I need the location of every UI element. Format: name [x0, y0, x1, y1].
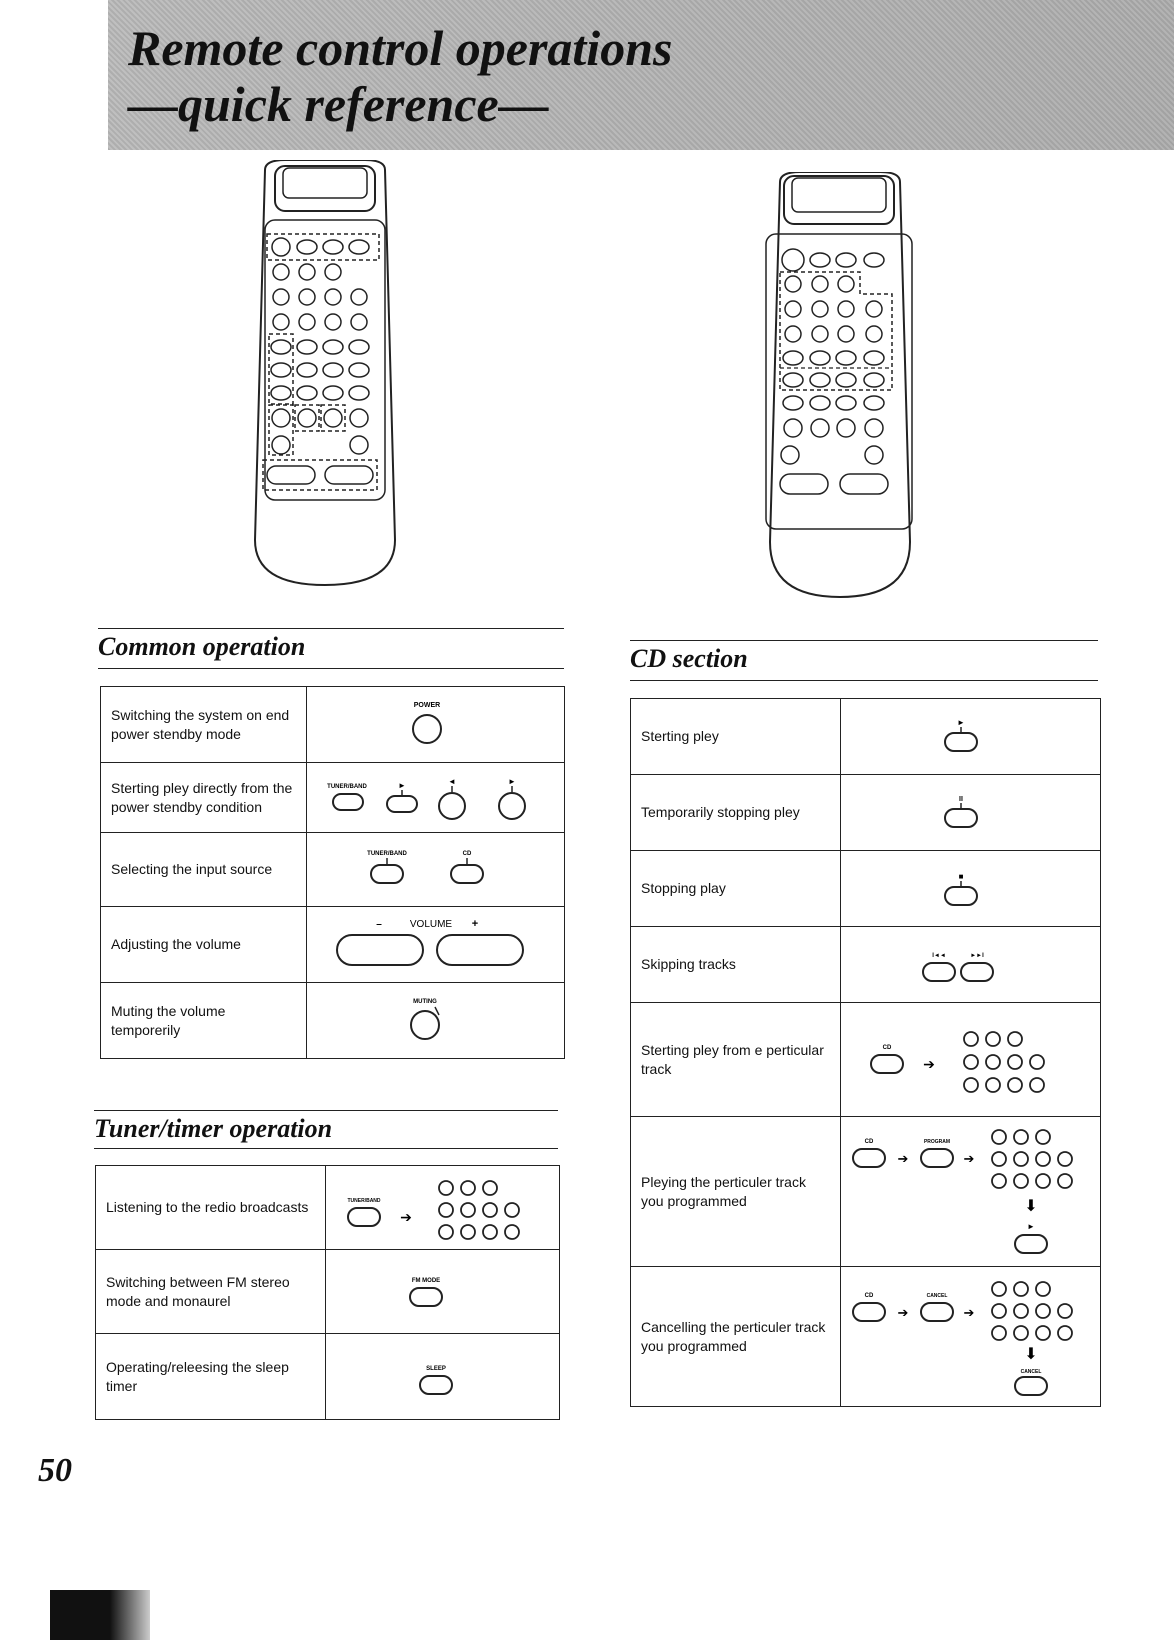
table-row: [631, 1003, 1101, 1117]
play-key-label: ►: [957, 717, 965, 727]
row-label: Skipping tracks: [631, 927, 841, 1003]
sleep-key-diagram: [326, 1336, 558, 1418]
arrow-right-icon: ➔: [400, 1208, 412, 1225]
cancel-key-label: CANCEL: [926, 1292, 948, 1299]
cd-button-icon: [871, 1055, 903, 1073]
tuner-band-key-label: TUNER/BAND: [327, 783, 367, 790]
skip-forward-button-icon: [961, 963, 993, 981]
row-label: Stopping play: [631, 851, 841, 927]
arrow-down-icon: ⬇: [1024, 1197, 1038, 1215]
section-rule-bottom: [94, 1148, 558, 1149]
row-label: Pleying the perticuler track you programmed: [631, 1117, 841, 1267]
volume-keys-diagram: [307, 909, 563, 981]
scan-edge-mark: [50, 1590, 150, 1640]
pause-key-diagram: [841, 777, 1099, 849]
row-label: Adjusting the volume: [101, 907, 307, 983]
row-keys: [307, 983, 565, 1059]
section-title: Common operation: [98, 632, 306, 661]
tuner-band-button-icon: [371, 865, 403, 883]
sleep-button-icon: [420, 1376, 452, 1394]
cd-section: [630, 632, 1100, 692]
remote-illustration-common: [245, 160, 405, 590]
cd-key-label: CD: [882, 1044, 892, 1051]
row-label: Muting the volume temporerily: [101, 983, 307, 1059]
sleep-key-label: SLEEP: [426, 1365, 446, 1372]
reverse-play-button-icon: [439, 793, 465, 819]
row-keys: [841, 927, 1101, 1003]
arrow-down-icon: ⬇: [1024, 1345, 1038, 1363]
row-keys: [326, 1334, 560, 1420]
forward-key-label: ►: [508, 776, 516, 786]
play-key-label: ►: [1027, 1221, 1035, 1231]
table-row: [101, 983, 565, 1059]
numeric-keypad-icon: [964, 1032, 1044, 1092]
row-keys: [841, 1003, 1101, 1117]
cd-key-label: CD: [864, 1292, 874, 1299]
pause-key-label: II: [959, 795, 963, 803]
section-rule-top: [630, 640, 1098, 641]
row-label: Temporarily stopping pley: [631, 775, 841, 851]
tuner-timer-table: [95, 1165, 560, 1420]
section-title: Tuner/timer operation: [94, 1114, 333, 1143]
arrow-right-icon: ➔: [897, 1150, 909, 1166]
page-title: [128, 20, 672, 132]
section-title: CD section: [630, 644, 748, 673]
play-button-icon: [945, 733, 977, 751]
track-select-keys-diagram: [841, 1005, 1099, 1115]
numeric-keypad-icon: [439, 1181, 519, 1239]
stop-key-diagram: [841, 853, 1099, 925]
skip-back-button-icon: [923, 963, 955, 981]
table-row: [101, 833, 565, 907]
common-operation-table: [100, 686, 565, 1059]
row-label: Switching between FM stereo mode and monaurel: [96, 1250, 326, 1334]
row-label: Sterting pley from e perticular track: [631, 1003, 841, 1117]
pause-button-icon: [945, 809, 977, 827]
table-row: [631, 1117, 1101, 1267]
cancel-key-label: CANCEL: [1020, 1368, 1042, 1375]
table-row: [631, 1267, 1101, 1407]
table-row: [631, 699, 1101, 775]
row-keys: [326, 1166, 560, 1250]
title-line-1: Remote control operations: [128, 20, 673, 76]
volume-label: VOLUME: [409, 918, 453, 930]
input-source-keys-diagram: [307, 835, 563, 905]
table-row: [101, 687, 565, 763]
program-cancel-keys-diagram: [841, 1269, 1099, 1405]
arrow-right-icon: ➔: [963, 1150, 975, 1166]
arrow-right-icon: ➔: [923, 1055, 935, 1072]
table-row: [101, 907, 565, 983]
radio-keys-diagram: [326, 1168, 558, 1248]
tuner-band-button-icon: [333, 794, 363, 810]
table-row: [96, 1334, 560, 1420]
page-number: 50: [38, 1452, 72, 1489]
section-rule-top: [98, 628, 564, 629]
tuner-timer-section: [94, 1102, 564, 1172]
title-line-2: —quick reference—: [128, 76, 549, 132]
row-keys: [841, 1267, 1101, 1407]
table-row: [631, 927, 1101, 1003]
play-key-label: ►: [398, 780, 406, 790]
play-button-icon: [1015, 1235, 1047, 1253]
row-keys: [307, 833, 565, 907]
row-keys: [841, 775, 1101, 851]
row-keys: [326, 1250, 560, 1334]
cancel-button-icon: [921, 1303, 953, 1321]
direct-play-keys-diagram: [307, 764, 563, 832]
volume-down-label: –: [376, 918, 382, 930]
volume-up-label: +: [471, 917, 479, 930]
row-label: Switching the system on end power stendby mode: [101, 687, 307, 763]
arrow-right-icon: ➔: [963, 1304, 975, 1320]
volume-down-button-icon: [337, 935, 423, 965]
fm-mode-button-icon: [410, 1288, 442, 1306]
skip-keys-diagram: [841, 929, 1099, 1001]
play-key-diagram: [841, 701, 1099, 773]
stop-button-icon: [945, 887, 977, 905]
muting-key-label: MUTING: [413, 998, 437, 1005]
row-keys: [307, 907, 565, 983]
row-label: Selecting the input source: [101, 833, 307, 907]
skip-back-key-label: I◄◄: [932, 952, 946, 959]
tuner-band-button-icon: [348, 1208, 380, 1226]
power-key-label: POWER: [413, 701, 441, 709]
tuner-band-key-label: TUNER/BAND: [367, 850, 407, 857]
cd-section-table: [630, 698, 1101, 1407]
skip-forward-key-label: ►►I: [970, 952, 984, 959]
row-keys: [307, 687, 565, 763]
play-button-icon: [387, 796, 417, 812]
volume-up-button-icon: [437, 935, 523, 965]
section-rule-bottom: [630, 680, 1098, 681]
row-keys: [841, 851, 1101, 927]
cd-key-label: CD: [864, 1138, 874, 1145]
forward-play-button-icon: [499, 793, 525, 819]
tuner-band-key-label: TUNER/BAND: [347, 1197, 381, 1204]
table-row: [96, 1166, 560, 1250]
fm-mode-key-diagram: [326, 1252, 558, 1332]
power-button-icon: [413, 715, 441, 743]
row-label: Sterting pley: [631, 699, 841, 775]
row-label: Listening to the redio broadcasts: [96, 1166, 326, 1250]
cd-key-label: CD: [462, 850, 472, 857]
arrow-right-icon: ➔: [897, 1304, 909, 1320]
program-key-label: PROGRAM: [923, 1138, 951, 1145]
row-label: Cancelling the perticuler track you programmed: [631, 1267, 841, 1407]
program-play-keys-diagram: [841, 1119, 1099, 1265]
row-keys: [841, 699, 1101, 775]
section-rule-bottom: [98, 668, 564, 669]
cd-button-icon: [451, 865, 483, 883]
table-row: [101, 763, 565, 833]
row-keys: [307, 763, 565, 833]
row-label: Operating/releesing the sleep timer: [96, 1334, 326, 1420]
fm-mode-key-label: FM MODE: [411, 1277, 441, 1284]
row-keys: [841, 1117, 1101, 1267]
numeric-keypad-icon: [992, 1282, 1072, 1340]
numeric-keypad-icon: [992, 1130, 1072, 1188]
muting-button-icon: [411, 1011, 439, 1039]
muting-key-diagram: [307, 985, 563, 1057]
table-row: [631, 775, 1101, 851]
rewind-key-label: ◄: [448, 776, 456, 786]
cancel-button-icon: [1015, 1377, 1047, 1395]
section-rule-top: [94, 1110, 558, 1111]
cd-button-icon: [853, 1149, 885, 1167]
program-button-icon: [921, 1149, 953, 1167]
row-label: Sterting pley directly from the power stendby condition: [101, 763, 307, 833]
stop-key-label: ■: [958, 871, 964, 881]
power-key-diagram: [307, 689, 563, 761]
table-row: [631, 851, 1101, 927]
cd-button-icon: [853, 1303, 885, 1321]
remote-illustration-cd: [760, 172, 920, 602]
table-row: [96, 1250, 560, 1334]
